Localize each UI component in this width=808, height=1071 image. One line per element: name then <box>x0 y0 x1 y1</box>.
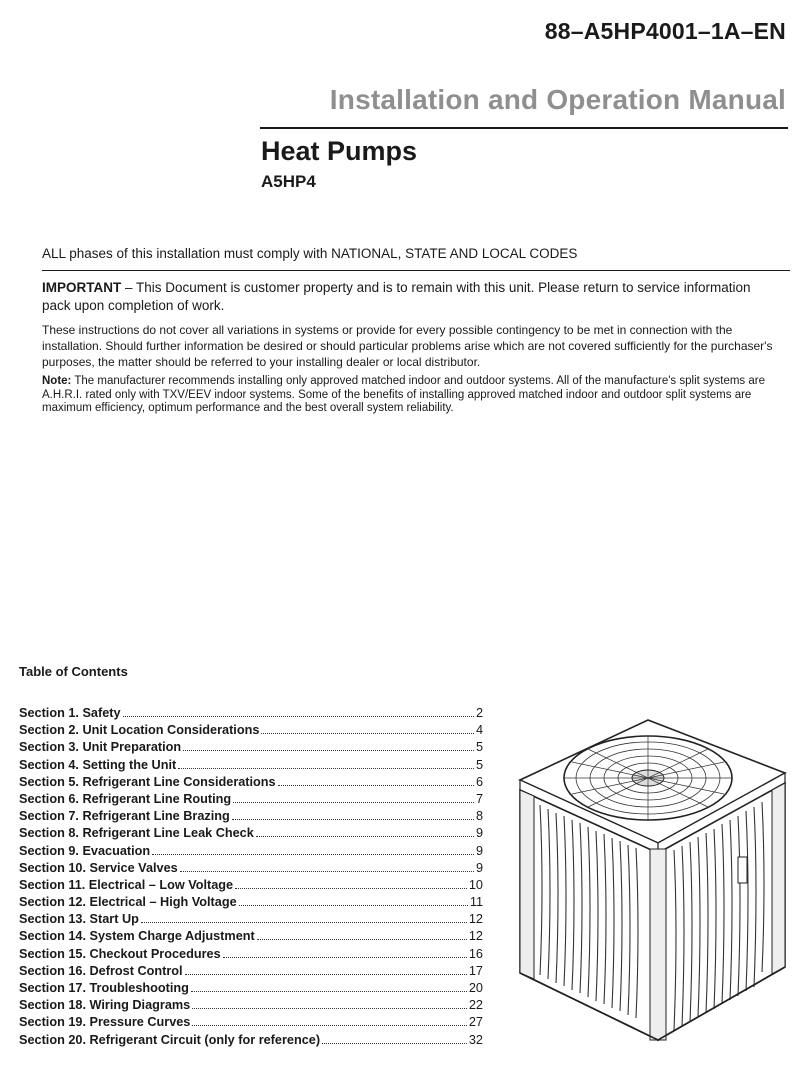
toc-leader-dots <box>183 750 474 751</box>
toc-entry-label: Section 17. Troubleshooting <box>19 981 189 995</box>
toc-entry-page: 32 <box>468 1032 483 1047</box>
toc-leader-dots <box>278 785 474 786</box>
toc-entry-label: Section 5. Refrigerant Line Considerations <box>19 774 276 789</box>
toc-entry-page: 22 <box>468 998 483 1013</box>
toc-entry-page: 12 <box>468 912 483 927</box>
toc-leader-dots <box>256 836 474 837</box>
toc-entry-page: 10 <box>468 877 483 892</box>
toc-entry[interactable] <box>19 826 483 843</box>
toc-entry-page: 27 <box>468 1015 483 1030</box>
toc-entry[interactable] <box>19 878 483 895</box>
note-paragraph <box>42 375 782 416</box>
toc-entry-page: 17 <box>468 963 483 978</box>
toc-entry-label: Section 1. Safety <box>19 706 121 720</box>
toc-entry[interactable] <box>19 998 483 1015</box>
toc-entry-page: 5 <box>475 757 483 772</box>
toc-leader-dots <box>180 871 474 872</box>
toc-entry[interactable] <box>19 758 483 775</box>
toc-entry-label: Section 15. Checkout Procedures <box>19 946 221 961</box>
instructions-paragraph: These instructions do not cover all variations in systems or provide for every possible contingency to be met in connection with the installation. Should further information be desired or should particular problems arise which are not covered sufficiently for the purchaser's purposes, the matter should be referred to your installing dealer or local distributor. <box>42 323 773 369</box>
product-title: Heat Pumps <box>261 136 418 166</box>
note-text: The manufacturer recommends installing only approved matched indoor and outdoor systems. All of the manufacture's split systems are A.H.R.I. rated only with TXV/EEV indoor systems. Some of the benefits of installing approved matched indoor and outdoor split systems are maximum efficiency, optimum performance and the best overall system reliability. <box>42 375 765 414</box>
toc-entry[interactable] <box>19 809 483 826</box>
toc-entry[interactable] <box>19 947 483 964</box>
note-label: Note: <box>42 375 72 387</box>
important-notice <box>42 279 782 315</box>
toc-entry-label: Section 9. Evacuation <box>19 843 151 858</box>
toc-entry[interactable] <box>19 912 483 929</box>
toc-title: Table of Contents <box>19 664 128 679</box>
toc-entry[interactable] <box>19 740 483 757</box>
toc-entry-page: 8 <box>475 809 483 824</box>
toc-entry-page: 4 <box>475 723 483 738</box>
toc-entry-label: Section 6. Refrigerant Line Routing <box>19 791 232 806</box>
toc-entry-label: Section 16. Defrost Control <box>19 963 183 978</box>
toc-entry-label: Section 7. Refrigerant Line Brazing <box>19 809 230 824</box>
toc-leader-dots <box>192 1025 467 1026</box>
toc-entry-label: Section 13. Start Up <box>19 912 139 927</box>
toc-entry[interactable] <box>19 929 483 946</box>
toc-leader-dots <box>185 974 467 975</box>
toc-leader-dots <box>192 1008 467 1009</box>
toc-entry-label: Section 12. Electrical – High Voltage <box>19 895 237 910</box>
toc-entry[interactable] <box>19 723 483 740</box>
toc-entry-page: 9 <box>475 826 483 841</box>
toc-leader-dots <box>233 802 474 803</box>
toc-entry[interactable] <box>19 775 483 792</box>
important-label: IMPORTANT <box>42 280 122 295</box>
toc-entry-label: Section 2. Unit Location Considerations <box>19 723 260 738</box>
toc-entry[interactable] <box>19 1033 483 1050</box>
table-of-contents <box>19 706 483 1050</box>
toc-entry[interactable] <box>19 895 483 912</box>
toc-leader-dots <box>223 957 467 958</box>
toc-leader-dots <box>123 716 474 717</box>
toc-entry-label: Section 19. Pressure Curves <box>19 1015 191 1030</box>
toc-entry-page: 5 <box>475 740 483 755</box>
toc-entry-label: Section 18. Wiring Diagrams <box>19 998 191 1013</box>
toc-entry[interactable] <box>19 706 483 723</box>
toc-entry-page: 6 <box>475 774 483 789</box>
toc-leader-dots <box>178 768 474 769</box>
toc-leader-dots <box>257 939 467 940</box>
toc-entry-label: Section 20. Refrigerant Circuit (only for reference) <box>19 1032 321 1047</box>
heat-pump-unit-illustration <box>500 705 800 1055</box>
toc-entry-label: Section 10. Service Valves <box>19 860 178 875</box>
toc-entry[interactable] <box>19 792 483 809</box>
document-id: 88–A5HP4001–1A–EN <box>544 18 786 44</box>
toc-entry-page: 7 <box>475 791 483 806</box>
toc-leader-dots <box>232 819 474 820</box>
toc-leader-dots <box>235 888 467 889</box>
toc-leader-dots <box>239 905 468 906</box>
toc-entry-page: 20 <box>468 981 483 995</box>
toc-entry-page: 16 <box>468 946 483 961</box>
manual-title: Installation and Operation Manual <box>329 84 786 115</box>
toc-leader-dots <box>191 991 467 992</box>
toc-leader-dots <box>141 922 467 923</box>
toc-entry-label: Section 11. Electrical – Low Voltage <box>19 877 234 892</box>
toc-entry-page: 2 <box>475 706 483 720</box>
toc-entry-label: Section 4. Setting the Unit <box>19 757 177 772</box>
toc-leader-dots <box>261 733 474 734</box>
toc-leader-dots <box>322 1043 467 1044</box>
codes-rule <box>42 270 790 271</box>
toc-entry[interactable] <box>19 861 483 878</box>
toc-entry[interactable] <box>19 981 483 998</box>
fan-guard-icon <box>564 736 732 820</box>
toc-entry-page: 12 <box>468 929 483 944</box>
toc-entry-page: 11 <box>469 895 483 910</box>
title-rule <box>260 127 788 129</box>
toc-entry-label: Section 8. Refrigerant Line Leak Check <box>19 826 254 841</box>
important-text: – This Document is customer property and is to remain with this unit. Please return to service information pack upon completion of work. <box>42 280 751 313</box>
toc-entry-page: 9 <box>475 843 483 858</box>
codes-notice: ALL phases of this installation must comply with NATIONAL, STATE AND LOCAL CODES <box>42 246 578 261</box>
toc-entry-label: Section 3. Unit Preparation <box>19 740 182 755</box>
toc-leader-dots <box>152 854 474 855</box>
toc-entry[interactable] <box>19 964 483 981</box>
toc-entry-label: Section 14. System Charge Adjustment <box>19 929 255 944</box>
toc-entry[interactable] <box>19 1015 483 1032</box>
model-number: A5HP4 <box>261 172 316 191</box>
toc-entry[interactable] <box>19 844 483 861</box>
toc-entry-page: 9 <box>475 860 483 875</box>
